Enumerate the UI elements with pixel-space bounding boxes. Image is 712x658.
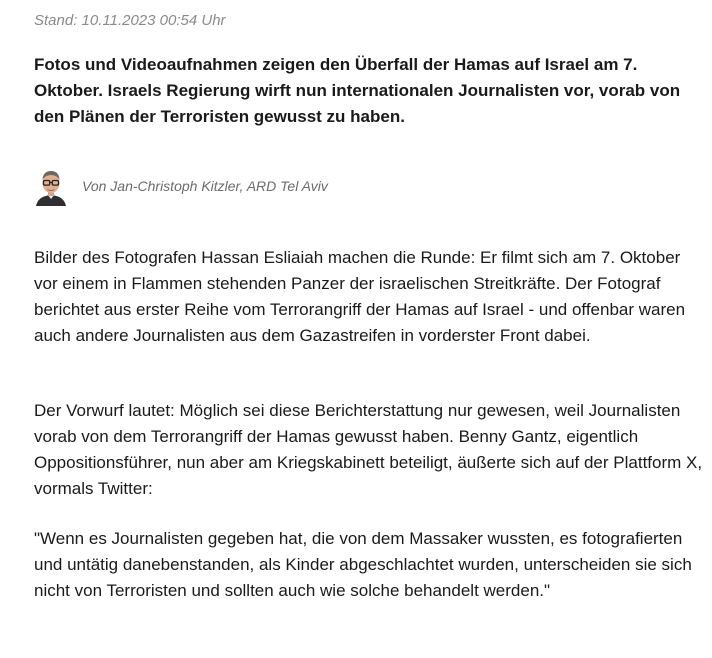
article-paragraph: Der Vorwurf lautet: Möglich sei diese Berichterstattung nur gewesen, weil Journalisten vorab von dem Terrorangriff der Hamas gewusst haben. Benny Gantz, eigentlich Oppositionsführer, nun aber am Kriegskabinett beteiligt, äußerte sich auf der Plattform X, vormals Twitter: (34, 401, 703, 498)
author-avatar[interactable] (34, 166, 68, 206)
article-timestamp: Stand: 10.11.2023 00:54 Uhr (34, 12, 226, 29)
article-teaser: Fotos und Videoaufnahmen zeigen den Überfall der Hamas auf Israel am 7. Oktober. Israels Regierung wirft nun internationalen Journalisten vor, vorab von den Plänen der Terroristen gewusst zu haben. (34, 55, 681, 126)
author-row (34, 166, 694, 208)
article-paragraph: Bilder des Fotografen Hassan Esliaiah machen die Runde: Er filmt sich am 7. Oktober vor einem in Flammen stehenden Panzer der israelischen Streitkräfte. Der Fotograf berichtet aus erster Reihe vom Terrorangriff der Hamas auf Israel - und offenbar waren auch andere Journalisten aus dem Gazastreifen in vorderster Front dabei. (34, 248, 686, 345)
article-quote-paragraph: "Wenn es Journalisten gegeben hat, die von dem Massaker wussten, es fotografierten und untätig danebenstanden, als Kinder abgeschlachtet wurden, unterscheiden sie sich nicht von Terroristen und sollten auch wie solche behandelt werden." (34, 529, 692, 600)
author-byline: Von Jan-Christoph Kitzler, ARD Tel Aviv (82, 178, 328, 194)
author-portrait-icon (34, 166, 68, 206)
